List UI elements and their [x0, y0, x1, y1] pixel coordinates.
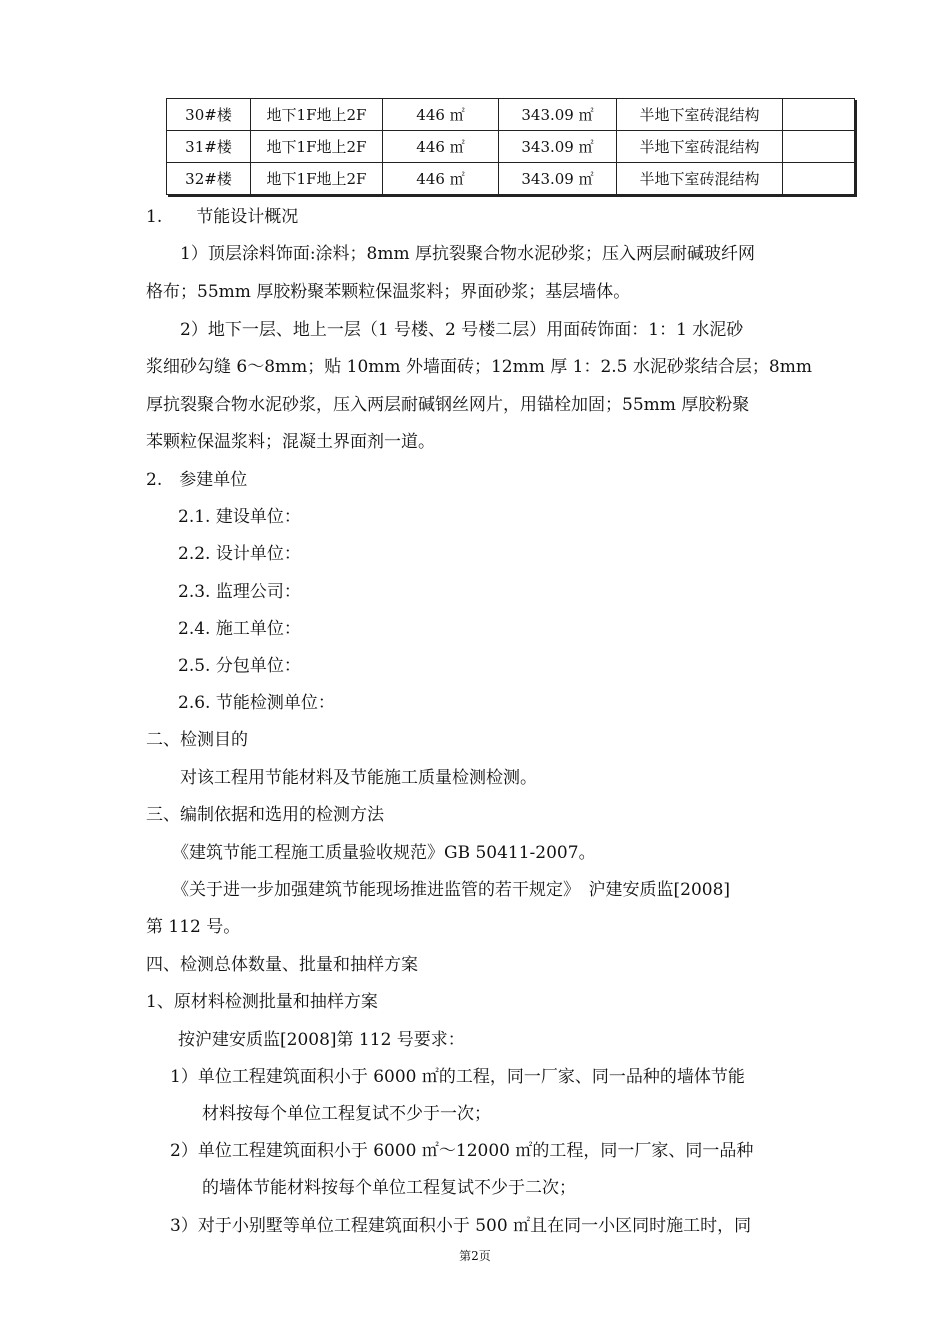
- paragraph-line: 格布；55mm 厚胶粉聚苯颗粒保温浆料；界面砂浆；基层墙体。: [146, 282, 631, 302]
- section-heading: 二、检测目的: [146, 730, 248, 750]
- paragraph-line: 第 112 号。: [146, 917, 241, 937]
- list-item: 1）单位工程建筑面积小于 6000 ㎡的工程，同一厂家、同一品种的墙体节能: [170, 1067, 745, 1087]
- table-cell: 半地下室砖混结构: [617, 131, 783, 163]
- list-item: 3）对于小别墅等单位工程建筑面积小于 500 ㎡且在同一小区同时施工时，同: [170, 1216, 752, 1236]
- paragraph-line: 2）地下一层、地上一层（1 号楼、2 号楼二层）用面砖饰面：1：1 水泥砂: [180, 320, 744, 340]
- list-item: 2.3. 监理公司：: [178, 582, 301, 602]
- table-cell: 343.09 ㎡: [499, 99, 617, 131]
- table-cell: [783, 131, 855, 163]
- list-item: 2）单位工程建筑面积小于 6000 ㎡～12000 ㎡的工程，同一厂家、同一品种: [170, 1141, 754, 1161]
- table-cell: [783, 163, 855, 195]
- table-cell: 半地下室砖混结构: [617, 99, 783, 131]
- section-heading: 三、编制依据和选用的检测方法: [146, 805, 384, 825]
- building-table: [166, 98, 855, 195]
- section-heading: 1. 节能设计概况: [146, 207, 299, 227]
- table-cell: 32#楼: [167, 163, 251, 195]
- list-item: 2.2. 设计单位：: [178, 544, 301, 564]
- list-item: 2.4. 施工单位：: [178, 619, 301, 639]
- table-cell: 30#楼: [167, 99, 251, 131]
- list-item: 2.6. 节能检测单位：: [178, 693, 335, 713]
- table-cell: 343.09 ㎡: [499, 163, 617, 195]
- list-item: 2.1. 建设单位：: [178, 507, 301, 527]
- paragraph-line: 《建筑节能工程施工质量验收规范》GB 50411-2007。: [172, 843, 596, 863]
- table-row: [167, 131, 855, 163]
- table-cell: 31#楼: [167, 131, 251, 163]
- table-row: [167, 163, 855, 195]
- paragraph-line: 厚抗裂聚合物水泥砂浆，压入两层耐碱钢丝网片，用锚栓加固；55mm 厚胶粉聚: [146, 395, 750, 415]
- section-heading: 2. 参建单位: [146, 470, 248, 490]
- table-cell: 446 ㎡: [383, 163, 499, 195]
- paragraph-line: 《关于进一步加强建筑节能现场推进监管的若干规定》 沪建安质监[2008]: [172, 880, 731, 900]
- table-cell: 446 ㎡: [383, 131, 499, 163]
- paragraph-line: 苯颗粒保温浆料；混凝土界面剂一道。: [146, 432, 435, 452]
- table-row: [167, 99, 855, 131]
- page-number: 第2页: [459, 1249, 491, 1263]
- paragraph-line: 按沪建安质监[2008]第 112 号要求：: [178, 1030, 465, 1050]
- paragraph-line: 1）顶层涂料饰面:涂料；8mm 厚抗裂聚合物水泥砂浆；压入两层耐碱玻纤网: [180, 244, 756, 264]
- section-heading: 四、检测总体数量、批量和抽样方案: [146, 955, 418, 975]
- table-cell: 343.09 ㎡: [499, 131, 617, 163]
- table-cell: 446 ㎡: [383, 99, 499, 131]
- paragraph-line: 的墙体节能材料按每个单位工程复试不少于二次；: [202, 1178, 576, 1198]
- list-item: 2.5. 分包单位：: [178, 656, 301, 676]
- table-cell: 地下1F地上2F: [251, 163, 383, 195]
- paragraph-line: 对该工程用节能材料及节能施工质量检测检测。: [180, 768, 537, 788]
- paragraph-line: 浆细砂勾缝 6～8mm；贴 10mm 外墙面砖；12mm 厚 1：2.5 水泥砂浆结合层；8mm: [146, 357, 812, 377]
- section-heading: 1、原材料检测批量和抽样方案: [146, 992, 378, 1012]
- table-cell: 半地下室砖混结构: [617, 163, 783, 195]
- table-cell: 地下1F地上2F: [251, 131, 383, 163]
- paragraph-line: 材料按每个单位工程复试不少于一次；: [202, 1104, 491, 1124]
- table-cell: [783, 99, 855, 131]
- table-cell: 地下1F地上2F: [251, 99, 383, 131]
